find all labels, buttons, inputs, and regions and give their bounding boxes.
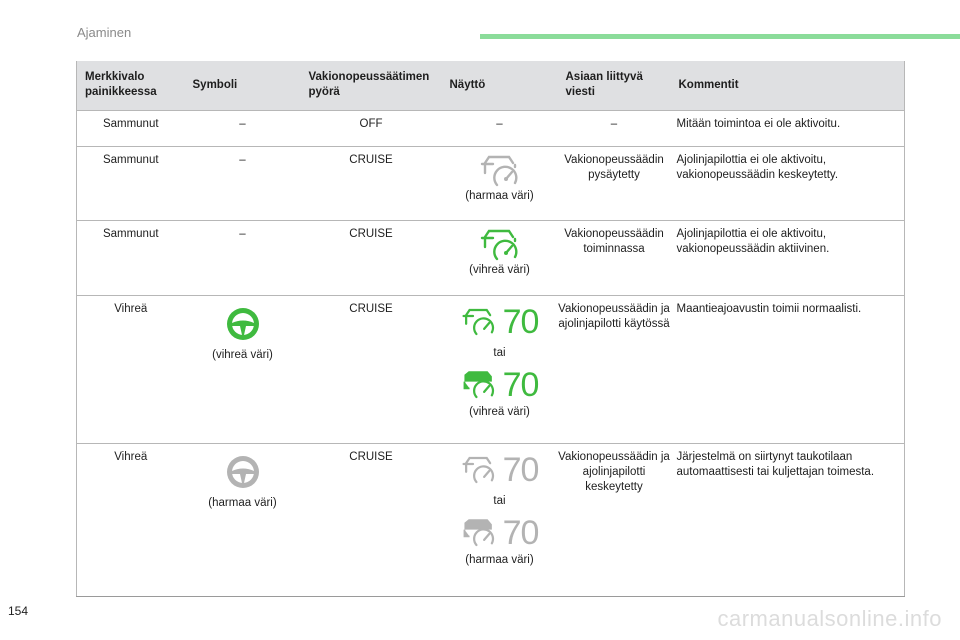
comment-cell: Maantieajoavustin toimii normaalisti. — [671, 295, 905, 443]
symbol-caption: (harmaa väri) — [208, 496, 277, 509]
display-cell — [442, 443, 558, 596]
watermark: carmanualsonline.info — [717, 606, 942, 631]
speed-value: 70 — [502, 365, 539, 404]
speedometer-icon — [479, 153, 521, 189]
comment-cell: Ajolinjapilottia ei ole aktivoitu, vakionopeussäädin aktiivinen. — [671, 220, 905, 295]
comment-cell: Ajolinjapilottia ei ole aktivoitu, vakionopeussäädin keskeytetty. — [671, 146, 905, 220]
column-header-display: Näyttö — [442, 61, 558, 110]
column-header-message: Asiaan liittyvä viesti — [558, 61, 671, 110]
wheel-cell: CRUISE — [301, 220, 442, 295]
wheel-cell: CRUISE — [301, 146, 442, 220]
table-header-row — [77, 61, 905, 110]
indicator-cell: Sammunut — [77, 220, 185, 295]
column-header-comment: Kommentit — [671, 61, 905, 110]
display-cell — [442, 295, 558, 443]
speedometer-icon — [461, 306, 497, 338]
table-row — [77, 220, 905, 295]
speedometer-icon — [479, 227, 521, 263]
table-row — [77, 146, 905, 220]
steering-wheel-icon — [225, 306, 261, 342]
or-label: tai — [493, 494, 506, 507]
symbol-cell: – — [185, 110, 301, 146]
symbol-cell: – — [185, 146, 301, 220]
symbol-caption: (vihreä väri) — [212, 348, 273, 361]
steering-wheel-icon — [225, 454, 261, 490]
table-row — [77, 110, 905, 146]
display-cell — [442, 146, 558, 220]
symbol-cell — [185, 295, 301, 443]
message-cell: Vakionopeussäädin ja ajolinjapilotti keskeytetty — [558, 443, 671, 596]
symbol-cell — [185, 443, 301, 596]
column-header-indicator: Merkkivalo painikkeessa — [77, 61, 185, 110]
message-cell: Vakionopeussäädin ja ajolinjapilotti käytössä — [558, 295, 671, 443]
display-caption: (vihreä väri) — [469, 405, 530, 418]
display-cell: – — [442, 110, 558, 146]
column-header-symbol: Symboli — [185, 61, 301, 110]
speedometer-icon — [461, 454, 497, 486]
column-header-wheel: Vakionopeussäätimen pyörä — [301, 61, 442, 110]
speed-value: 70 — [502, 513, 539, 552]
speedometer-filled-icon — [461, 369, 497, 401]
message-cell: – — [558, 110, 671, 146]
header-accent-bar — [480, 34, 960, 39]
display-caption: (vihreä väri) — [469, 263, 530, 276]
indicator-cell: Sammunut — [77, 110, 185, 146]
speed-value: 70 — [502, 450, 539, 489]
speedometer-filled-icon — [461, 517, 497, 549]
display-caption: (harmaa väri) — [465, 553, 534, 566]
wheel-cell: CRUISE — [301, 443, 442, 596]
speed-value: 70 — [502, 302, 539, 341]
section-title: Ajaminen — [77, 25, 132, 40]
wheel-cell: OFF — [301, 110, 442, 146]
or-label: tai — [493, 346, 506, 359]
indicator-cell: Vihreä — [77, 443, 185, 596]
message-cell: Vakionopeussäädin toiminnassa — [558, 220, 671, 295]
indicator-cell: Sammunut — [77, 146, 185, 220]
cruise-control-table — [76, 61, 905, 597]
display-cell — [442, 220, 558, 295]
comment-cell: Järjestelmä on siirtynyt taukotilaan automaattisesti tai kuljettajan toimesta. — [671, 443, 905, 596]
page-number: 154 — [8, 604, 29, 618]
symbol-cell: – — [185, 220, 301, 295]
indicator-cell: Vihreä — [77, 295, 185, 443]
table-row — [77, 443, 905, 596]
wheel-cell: CRUISE — [301, 295, 442, 443]
message-cell: Vakionopeussäädin pysäytetty — [558, 146, 671, 220]
comment-cell: Mitään toimintoa ei ole aktivoitu. — [671, 110, 905, 146]
display-caption: (harmaa väri) — [465, 189, 534, 202]
table-row — [77, 295, 905, 443]
